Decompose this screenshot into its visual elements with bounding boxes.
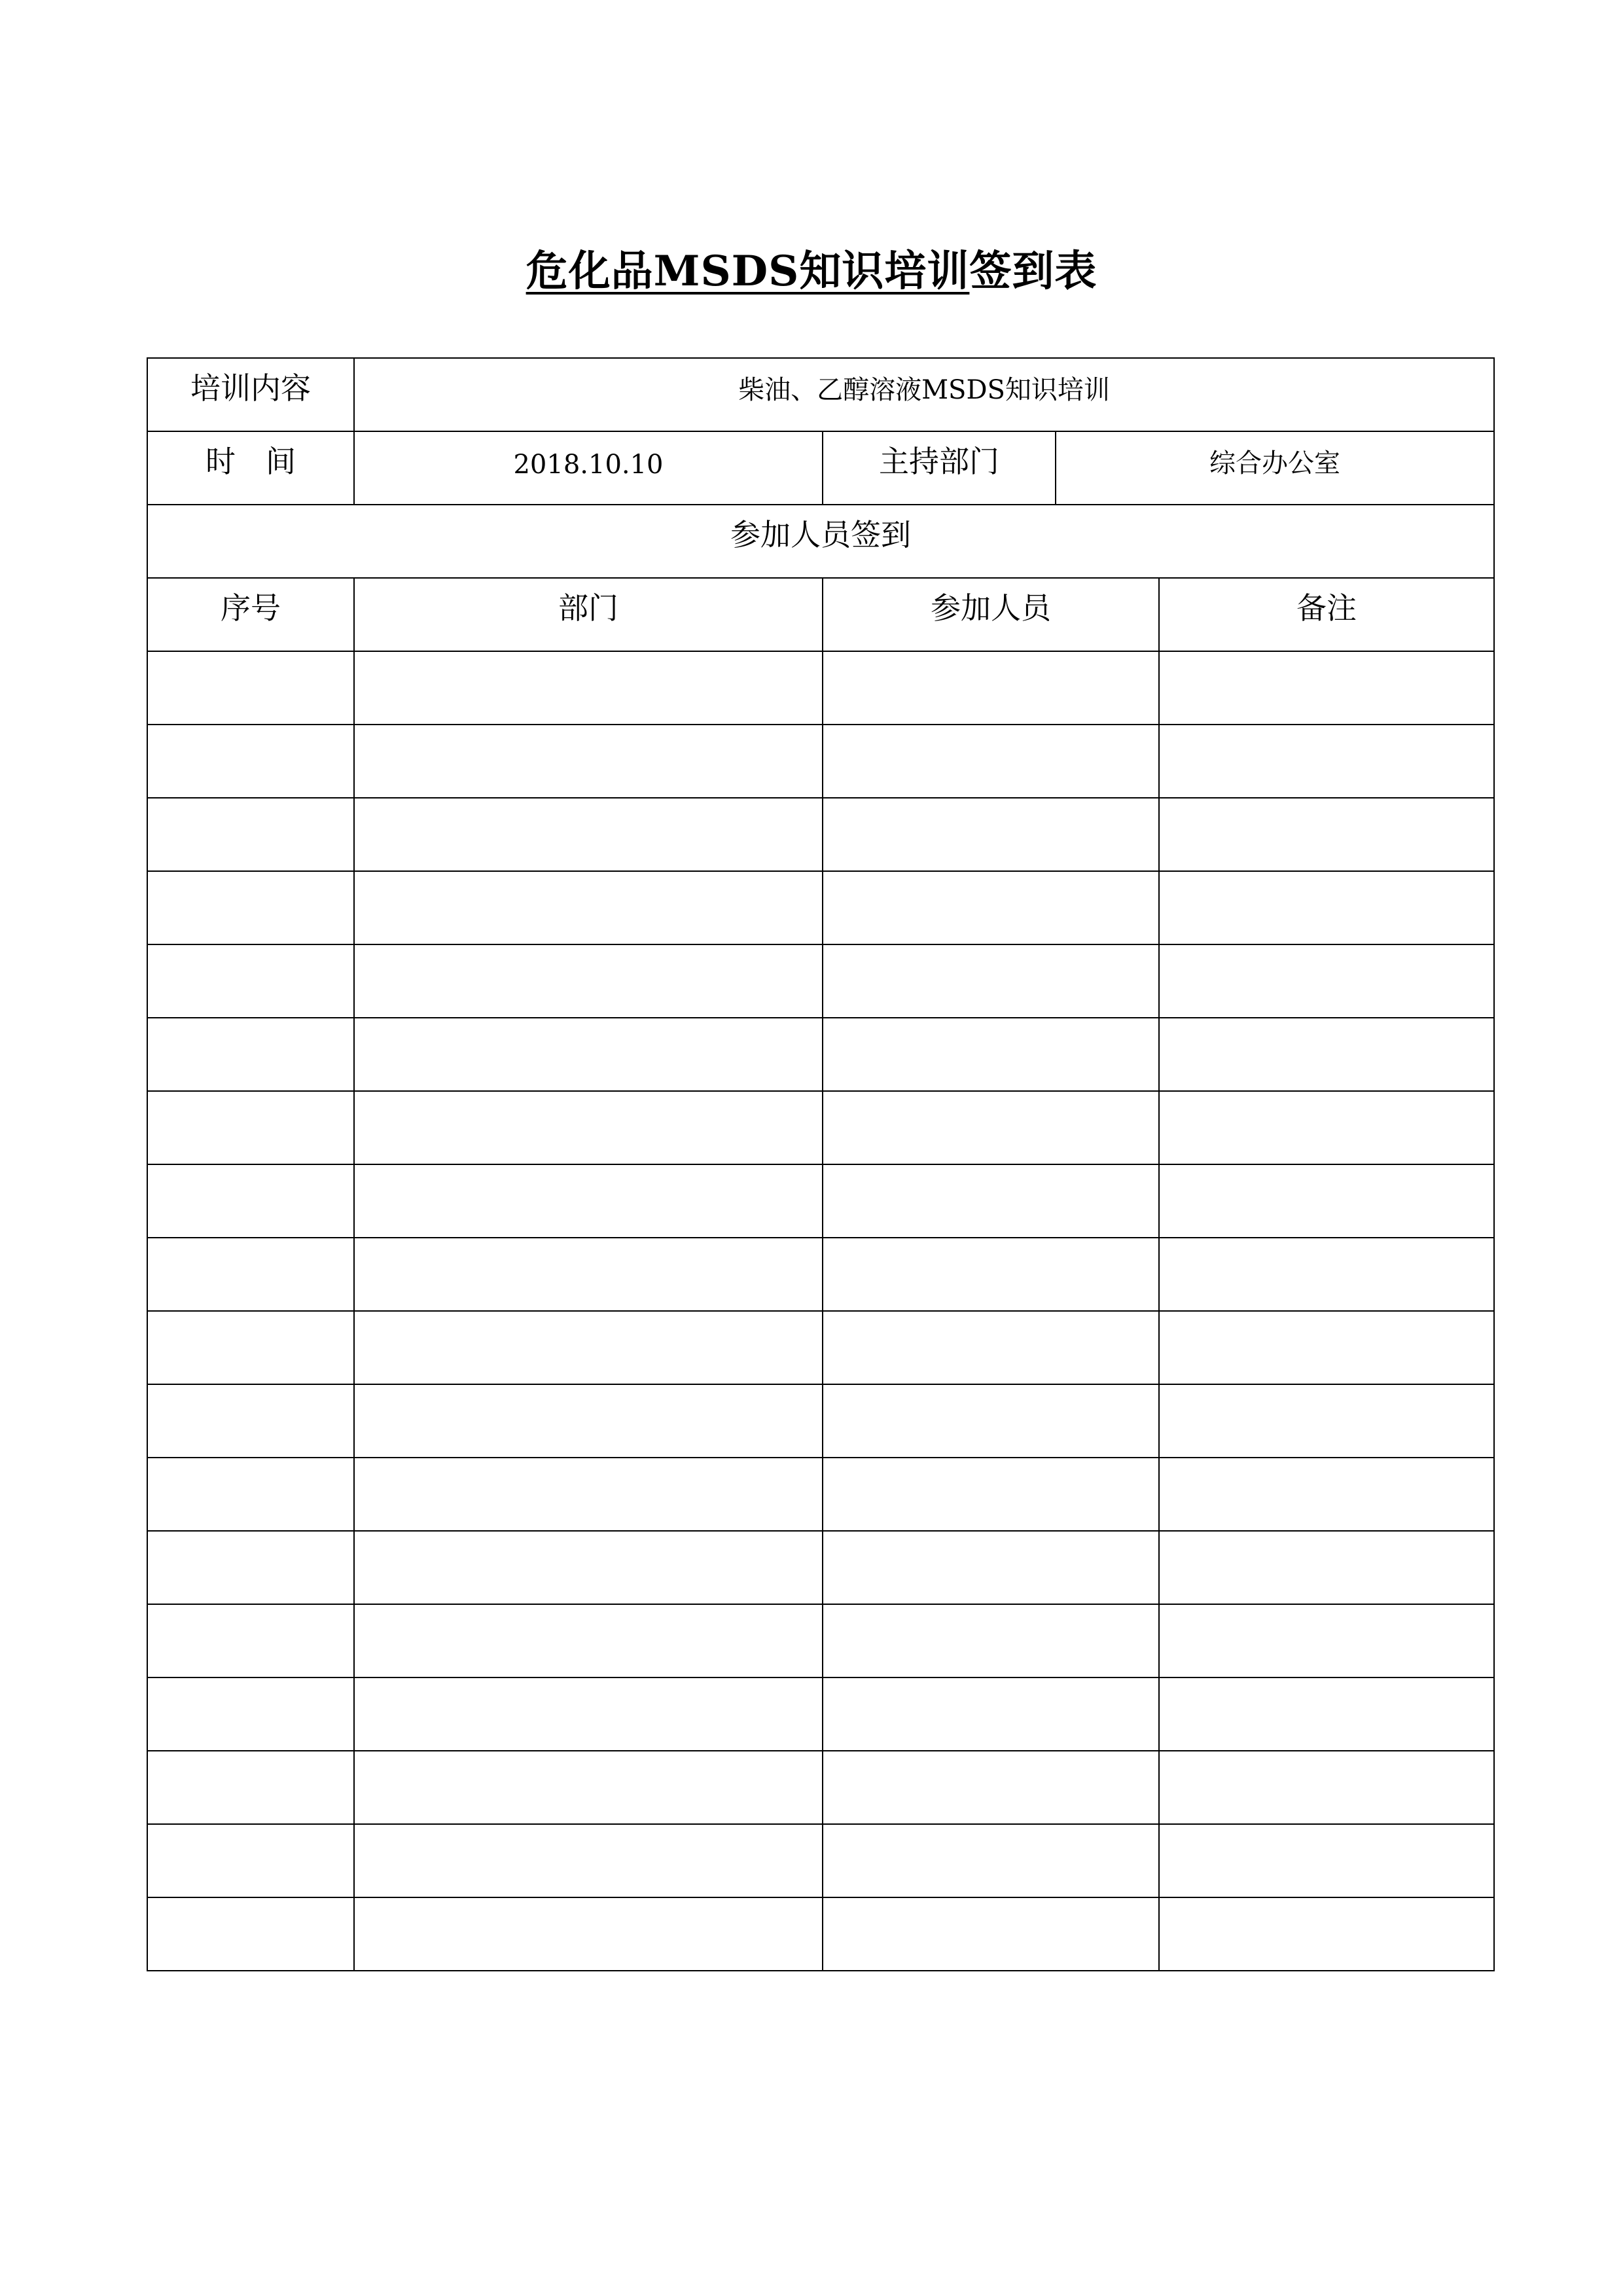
cell-department[interactable] bbox=[354, 1897, 823, 1971]
column-header-remarks: 备注 bbox=[1159, 578, 1494, 651]
cell-attendee[interactable] bbox=[823, 944, 1159, 1018]
cell-department[interactable] bbox=[354, 651, 823, 725]
title-rest: 签到表 bbox=[969, 247, 1097, 296]
cell-index[interactable] bbox=[147, 1238, 354, 1311]
cell-index[interactable] bbox=[147, 1824, 354, 1897]
column-header-index: 序号 bbox=[147, 578, 354, 651]
cell-department[interactable] bbox=[354, 1531, 823, 1604]
cell-department[interactable] bbox=[354, 1018, 823, 1091]
cell-attendee[interactable] bbox=[823, 1018, 1159, 1091]
cell-index[interactable] bbox=[147, 1458, 354, 1531]
cell-remarks[interactable] bbox=[1159, 1677, 1494, 1751]
table-row bbox=[147, 1897, 1494, 1971]
page-title bbox=[0, 236, 1623, 308]
cell-attendee[interactable] bbox=[823, 1458, 1159, 1531]
table-row bbox=[147, 1091, 1494, 1164]
content-row bbox=[147, 358, 1494, 431]
cell-attendee[interactable] bbox=[823, 1311, 1159, 1384]
table-row bbox=[147, 725, 1494, 798]
column-header-attendee: 参加人员 bbox=[823, 578, 1159, 651]
cell-remarks[interactable] bbox=[1159, 1824, 1494, 1897]
cell-department[interactable] bbox=[354, 725, 823, 798]
cell-remarks[interactable] bbox=[1159, 1164, 1494, 1238]
cell-remarks[interactable] bbox=[1159, 1531, 1494, 1604]
cell-index[interactable] bbox=[147, 1531, 354, 1604]
cell-remarks[interactable] bbox=[1159, 1604, 1494, 1677]
table-row bbox=[147, 1018, 1494, 1091]
cell-index[interactable] bbox=[147, 1091, 354, 1164]
signin-table bbox=[147, 357, 1495, 1971]
section-title: 参加人员签到 bbox=[147, 505, 1494, 578]
cell-attendee[interactable] bbox=[823, 1677, 1159, 1751]
time-value: 2018.10.10 bbox=[354, 431, 823, 505]
cell-remarks[interactable] bbox=[1159, 1238, 1494, 1311]
cell-attendee[interactable] bbox=[823, 1897, 1159, 1971]
host-label: 主持部门 bbox=[823, 431, 1056, 505]
cell-remarks[interactable] bbox=[1159, 1458, 1494, 1531]
cell-attendee[interactable] bbox=[823, 1751, 1159, 1824]
cell-index[interactable] bbox=[147, 1311, 354, 1384]
content-value: 柴油、乙醇溶液MSDS知识培训 bbox=[354, 358, 1494, 431]
table-row bbox=[147, 871, 1494, 944]
table-row bbox=[147, 1531, 1494, 1604]
content-label: 培训内容 bbox=[147, 358, 354, 431]
cell-attendee[interactable] bbox=[823, 1238, 1159, 1311]
table-row bbox=[147, 1238, 1494, 1311]
cell-index[interactable] bbox=[147, 944, 354, 1018]
host-value: 综合办公室 bbox=[1056, 431, 1494, 505]
cell-index[interactable] bbox=[147, 1164, 354, 1238]
table-row bbox=[147, 944, 1494, 1018]
table-row bbox=[147, 651, 1494, 725]
cell-attendee[interactable] bbox=[823, 1824, 1159, 1897]
cell-remarks[interactable] bbox=[1159, 1091, 1494, 1164]
cell-remarks[interactable] bbox=[1159, 1384, 1494, 1458]
cell-remarks[interactable] bbox=[1159, 1018, 1494, 1091]
cell-attendee[interactable] bbox=[823, 1164, 1159, 1238]
cell-attendee[interactable] bbox=[823, 871, 1159, 944]
time-label: 时 间 bbox=[147, 431, 354, 505]
cell-department[interactable] bbox=[354, 1824, 823, 1897]
cell-department[interactable] bbox=[354, 1458, 823, 1531]
title-underlined-part: 危化品MSDS知识培训 bbox=[526, 247, 970, 296]
column-header-row bbox=[147, 578, 1494, 651]
cell-index[interactable] bbox=[147, 1751, 354, 1824]
cell-remarks[interactable] bbox=[1159, 1311, 1494, 1384]
table-row bbox=[147, 1384, 1494, 1458]
cell-attendee[interactable] bbox=[823, 725, 1159, 798]
cell-index[interactable] bbox=[147, 1384, 354, 1458]
cell-index[interactable] bbox=[147, 1604, 354, 1677]
cell-attendee[interactable] bbox=[823, 1384, 1159, 1458]
cell-index[interactable] bbox=[147, 1677, 354, 1751]
section-title-row bbox=[147, 505, 1494, 578]
cell-department[interactable] bbox=[354, 944, 823, 1018]
cell-remarks[interactable] bbox=[1159, 871, 1494, 944]
cell-department[interactable] bbox=[354, 1677, 823, 1751]
cell-department[interactable] bbox=[354, 871, 823, 944]
table-row bbox=[147, 1458, 1494, 1531]
cell-attendee[interactable] bbox=[823, 651, 1159, 725]
cell-department[interactable] bbox=[354, 1238, 823, 1311]
table-row bbox=[147, 1164, 1494, 1238]
cell-index[interactable] bbox=[147, 871, 354, 944]
cell-department[interactable] bbox=[354, 1751, 823, 1824]
cell-remarks[interactable] bbox=[1159, 1897, 1494, 1971]
cell-index[interactable] bbox=[147, 1897, 354, 1971]
cell-index[interactable] bbox=[147, 651, 354, 725]
cell-department[interactable] bbox=[354, 798, 823, 871]
cell-attendee[interactable] bbox=[823, 1604, 1159, 1677]
cell-attendee[interactable] bbox=[823, 798, 1159, 871]
cell-remarks[interactable] bbox=[1159, 725, 1494, 798]
cell-remarks[interactable] bbox=[1159, 651, 1494, 725]
cell-department[interactable] bbox=[354, 1311, 823, 1384]
cell-index[interactable] bbox=[147, 725, 354, 798]
cell-remarks[interactable] bbox=[1159, 798, 1494, 871]
cell-department[interactable] bbox=[354, 1384, 823, 1458]
cell-index[interactable] bbox=[147, 798, 354, 871]
table-row bbox=[147, 1604, 1494, 1677]
column-header-department: 部门 bbox=[354, 578, 823, 651]
time-row bbox=[147, 431, 1494, 505]
cell-index[interactable] bbox=[147, 1018, 354, 1091]
cell-department[interactable] bbox=[354, 1604, 823, 1677]
cell-department[interactable] bbox=[354, 1164, 823, 1238]
cell-remarks[interactable] bbox=[1159, 1751, 1494, 1824]
cell-attendee[interactable] bbox=[823, 1091, 1159, 1164]
table-row bbox=[147, 798, 1494, 871]
table-row bbox=[147, 1677, 1494, 1751]
cell-remarks[interactable] bbox=[1159, 944, 1494, 1018]
cell-attendee[interactable] bbox=[823, 1531, 1159, 1604]
table-row bbox=[147, 1311, 1494, 1384]
table-row bbox=[147, 1824, 1494, 1897]
cell-department[interactable] bbox=[354, 1091, 823, 1164]
table-row bbox=[147, 1751, 1494, 1824]
